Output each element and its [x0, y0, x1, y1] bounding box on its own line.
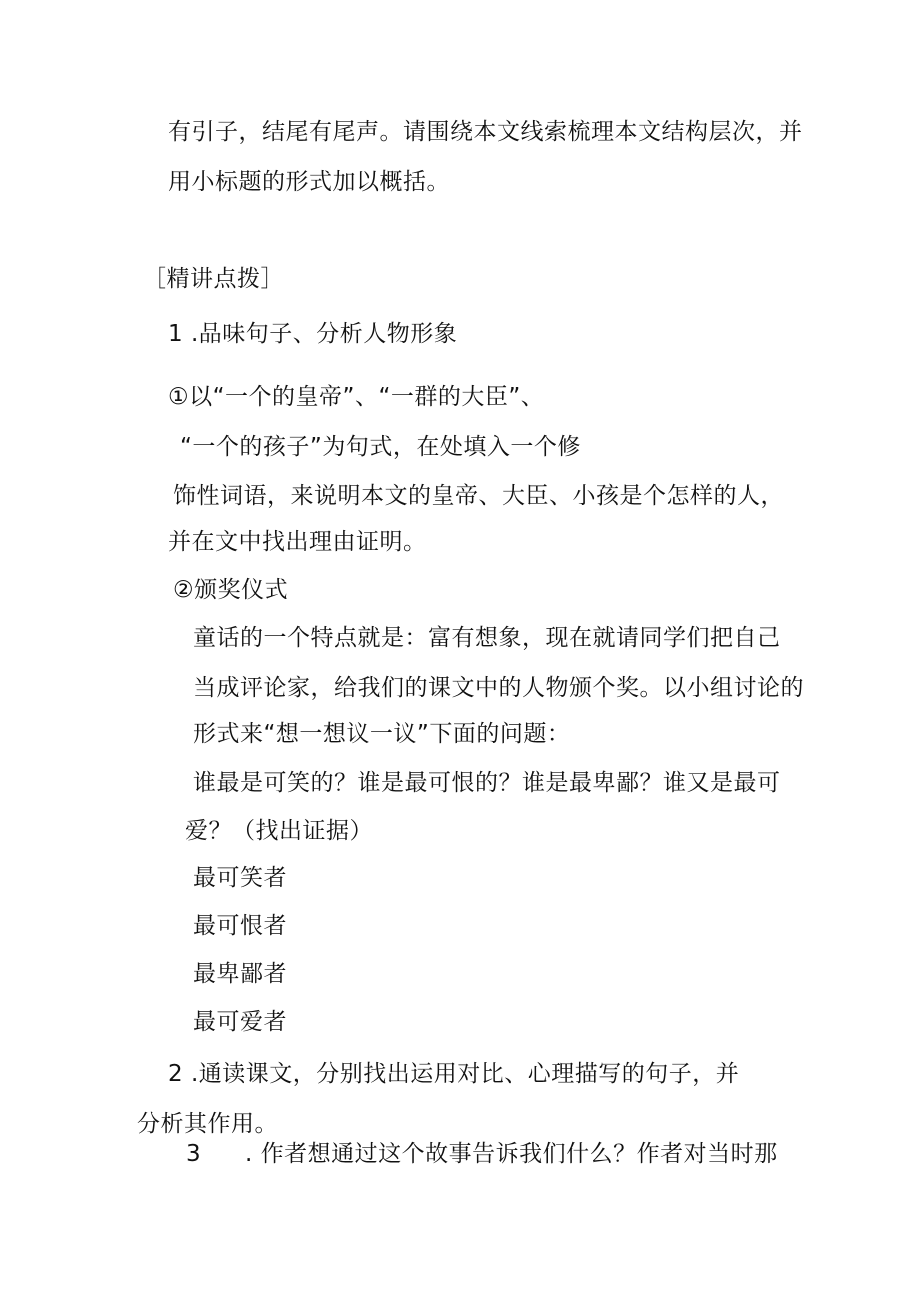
paragraph-line: 饰性词语，来说明本文的皇帝、大臣、小孩是个怎样的人， — [173, 483, 784, 509]
item-heading: 1 .品味句子、分析人物形象 — [168, 321, 458, 347]
list-item: 最可笑者 — [193, 865, 287, 891]
paragraph-line: 用小标题的形式加以概括。 — [168, 169, 450, 195]
section-heading: ［精讲点拨］ — [143, 266, 284, 292]
paragraph-line: 童话的一个特点就是：富有想象，现在就请同学们把自己 — [193, 625, 781, 651]
paragraph-line: 有引子，结尾有尾声。请围绕本文线索梳理本文结构层次，并 — [168, 119, 803, 145]
item-number: 3 — [186, 1141, 202, 1167]
item-heading: . 作者想通过这个故事告诉我们什么？作者对当时那 — [245, 1141, 778, 1167]
paragraph-line: 当成评论家，给我们的课文中的人物颁个奖。以小组讨论的 — [193, 675, 804, 701]
paragraph-line: ①以“一个的皇帝”、“一群的大臣”、 — [168, 384, 545, 410]
item-heading: 2 .通读课文，分别找出运用对比、心理描写的句子，并 — [168, 1061, 740, 1087]
list-item: 最可恨者 — [193, 913, 287, 939]
paragraph-line: 谁最是可笑的？谁是最可恨的？谁是最卑鄙？谁又是最可 — [193, 770, 781, 796]
paragraph-line: “一个的孩子”为句式，在处填入一个修 — [180, 434, 581, 460]
paragraph-line: 分析其作用。 — [137, 1111, 278, 1137]
list-item: 最可爱者 — [193, 1009, 287, 1035]
paragraph-line: 爱？（找出证据） — [185, 818, 373, 844]
paragraph-line: 形式来“想一想议一议”下面的问题： — [193, 721, 571, 747]
list-item: 最卑鄙者 — [193, 961, 287, 987]
subsection-heading: ②颁奖仪式 — [173, 577, 289, 603]
paragraph-line: 并在文中找出理由证明。 — [168, 529, 427, 555]
